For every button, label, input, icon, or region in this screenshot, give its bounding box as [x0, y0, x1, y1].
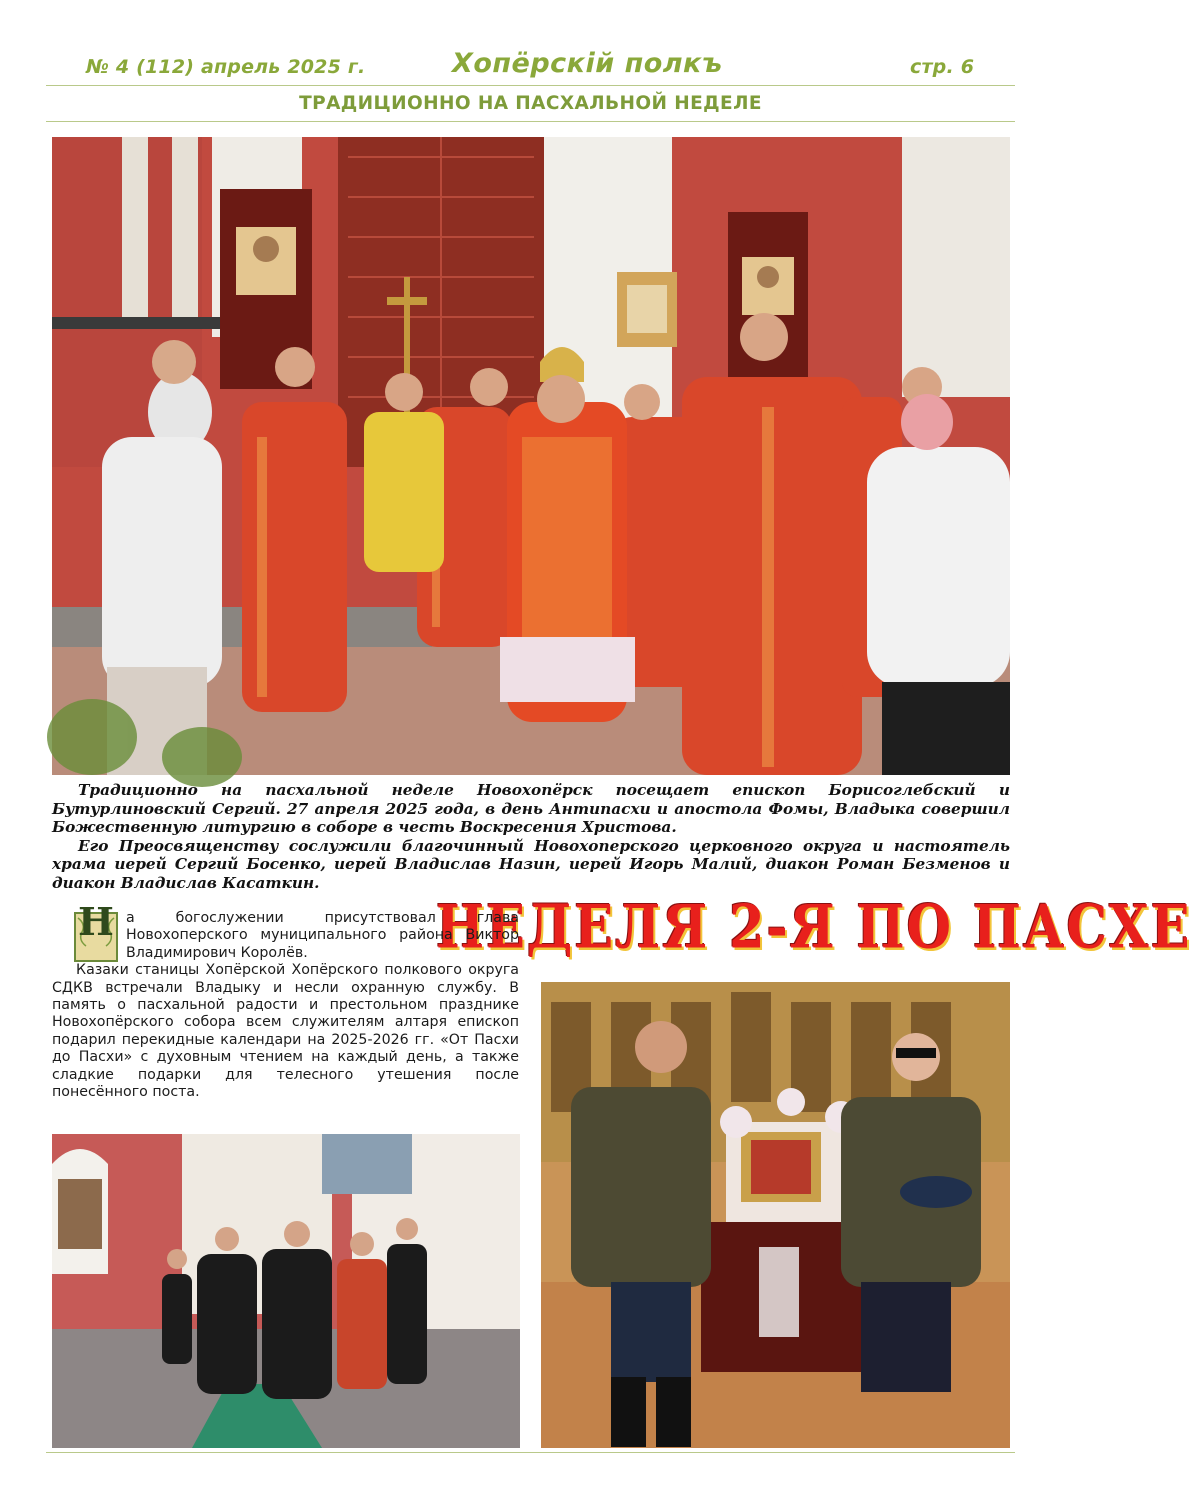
- cossacks-photo-image: [541, 982, 1010, 1448]
- photo-caption: [52, 781, 1010, 893]
- footer-rule: [46, 1452, 1015, 1453]
- article-body: [52, 899, 519, 1101]
- main-photo-image: [52, 137, 1010, 775]
- newspaper-title: Хопёрскiй полкъ: [452, 48, 723, 79]
- caption-paragraph-1: Традиционно на пасхальной неделе Новохопёрск посещает епископ Борисоглебский и Бутурлиновский Сергий. 27 апреля 2025 года, в день Антипасхи и апостола Фомы, Владыка совершил Божественную литургию в соборе в честь Воскресения Христова.: [52, 781, 1010, 837]
- procession-photo-image: [52, 1134, 520, 1448]
- article-paragraph-2: Казаки станицы Хопёрской Хопёрского полкового округа СДКВ встречали Владыку и несли охранную службу. В память о пасхальной радости и престольном празднике Новохопёрского собора всем служителям алтаря епископ подарил перекидные календари на 2025-2026 гг. «От Пасхи до Пасхи» с духовным чтением на каждый день, а также сладкие подарки для телесного утешения после понесённого поста.: [52, 962, 519, 1101]
- page-number: стр. 6: [910, 56, 975, 78]
- section-title: ТРАДИЦИОННО НА ПАСХАЛЬНОЙ НЕДЕЛЕ: [299, 93, 762, 114]
- header-rule: [46, 85, 1015, 86]
- main-photo: [52, 137, 1010, 775]
- section-rule: [46, 121, 1015, 122]
- dropcap: Н: [74, 912, 118, 962]
- headline: НЕДЕЛЯ 2-Я ПО ПАСХЕ: [436, 892, 1192, 963]
- issue-label: № 4 (112) апрель 2025 г.: [86, 56, 366, 78]
- article-paragraph-1: а богослужении присутствовал глава Новохоперского муниципального района Виктор Владимирович Королёв.: [126, 910, 519, 961]
- caption-paragraph-2: Его Преосвященству сослужили благочинный Новохоперского церковного округа и настоятель храма иерей Сергий Босенко, иерей Владислав Назин, иерей Игорь Малий, диакон Роман Безменов и диакон Владислав Касаткин.: [52, 836, 1010, 892]
- cossacks-photo: [541, 982, 1010, 1448]
- procession-photo: [52, 1134, 520, 1448]
